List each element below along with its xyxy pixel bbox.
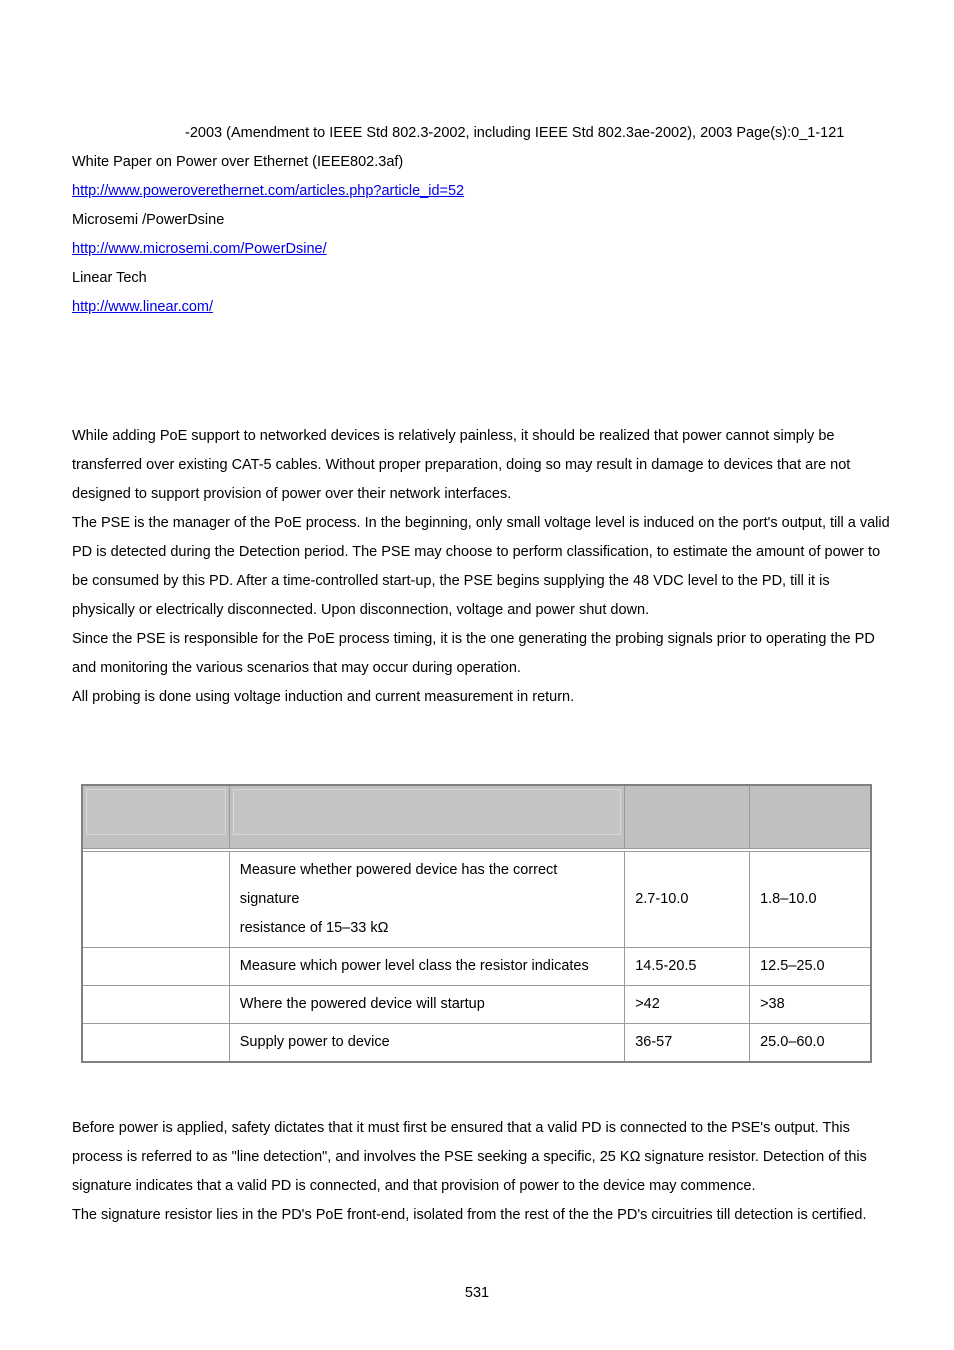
reference-link-microsemi[interactable]: http://www.microsemi.com/PowerDsine/: [72, 241, 327, 257]
table-row: [82, 1024, 871, 1062]
reference-title-linear-tech: Linear Tech: [72, 270, 147, 286]
stage-cell: [82, 1024, 229, 1062]
action-cell: Measure whether powered device has the correct signature resistance of 15–33 kΩ: [229, 852, 624, 948]
page-number: 531: [464, 1285, 490, 1301]
pse-voltage-cell: 14.5-20.5: [625, 948, 750, 986]
table-header-row: [82, 785, 871, 849]
paragraph-line: designed to support provision of power over their network interfaces.: [72, 486, 512, 502]
pd-voltage-cell: 25.0–60.0: [750, 1024, 871, 1062]
paragraph-line: All probing is done using voltage induction and current measurement in return.: [72, 689, 575, 705]
paragraph-line: process is referred to as "line detection", and involves the PSE seeking a specific, 25 KΩ signature resistor. Detection of this: [72, 1149, 867, 1165]
table-row: [82, 986, 871, 1024]
pse-voltage-cell: 2.7-10.0: [625, 852, 750, 948]
table-row: [82, 948, 871, 986]
pse-voltage-cell: >42: [625, 986, 750, 1024]
action-cell: Measure which power level class the resistor indicates: [229, 948, 624, 986]
paragraph-line: Since the PSE is responsible for the PoE process timing, it is the one generating the probing signals prior to operating the PD: [72, 631, 875, 647]
paragraph-line: transferred over existing CAT-5 cables. Without proper preparation, doing so may result in damage to devices that are not: [72, 457, 851, 473]
paragraph-line: physically or electrically disconnected. Upon disconnection, voltage and power shut down.: [72, 602, 650, 618]
reference-link-poe-whitepaper[interactable]: http://www.poweroverethernet.com/articles.php?article_id=52: [72, 183, 465, 199]
paragraph-line: While adding PoE support to networked devices is relatively painless, it should be realized that power cannot simply be: [72, 428, 835, 444]
paragraph-line: The signature resistor lies in the PD's PoE front-end, isolated from the rest of the the PD's circuitries till detection is certified.: [72, 1207, 867, 1223]
ieee-reference-line: -2003 (Amendment to IEEE Std 802.3-2002, including IEEE Std 802.3ae-2002), 2003 Page(s):0_1-121: [185, 125, 845, 141]
reference-title-poe-whitepaper: White Paper on Power over Ethernet (IEEE802.3af): [72, 154, 404, 170]
paragraph-line: Before power is applied, safety dictates that it must first be ensured that a valid PD is connected to the PSE's output. This: [72, 1120, 850, 1136]
paragraph-line: be consumed by this PD. After a time-controlled start-up, the PSE begins supplying the 48 VDC level to the PD, till it is: [72, 573, 830, 589]
stage-cell: [82, 948, 229, 986]
pse-voltage-cell: 36-57: [625, 1024, 750, 1062]
paragraph-line: signature indicates that a valid PD is connected, and that provision of power to the device may commence.: [72, 1178, 756, 1194]
paragraph-line: and monitoring the various scenarios that may occur during operation.: [72, 660, 521, 676]
detection-paragraph: [72, 1114, 892, 1230]
header-cell: [229, 785, 624, 849]
pd-voltage-cell: 1.8–10.0: [750, 852, 871, 948]
stage-cell: [82, 852, 229, 948]
pd-voltage-cell: 12.5–25.0: [750, 948, 871, 986]
action-cell: Where the powered device will startup: [229, 986, 624, 1024]
header-cell: [82, 785, 229, 849]
reference-title-microsemi: Microsemi /PowerDsine: [72, 212, 225, 228]
reference-link-linear-tech[interactable]: http://www.linear.com/: [72, 299, 214, 315]
paragraph-line: The PSE is the manager of the PoE process. In the beginning, only small voltage level is induced on the port's output, till a valid: [72, 515, 890, 531]
poe-stages-table: [81, 784, 872, 1063]
table-row: [82, 852, 871, 948]
paragraph-line: PD is detected during the Detection period. The PSE may choose to perform classification, to estimate the amount of power to: [72, 544, 881, 560]
intro-paragraph: [72, 422, 892, 712]
action-cell: Supply power to device: [229, 1024, 624, 1062]
pd-voltage-cell: >38: [750, 986, 871, 1024]
header-cell: [625, 785, 750, 849]
stage-cell: [82, 986, 229, 1024]
header-cell: [750, 785, 871, 849]
